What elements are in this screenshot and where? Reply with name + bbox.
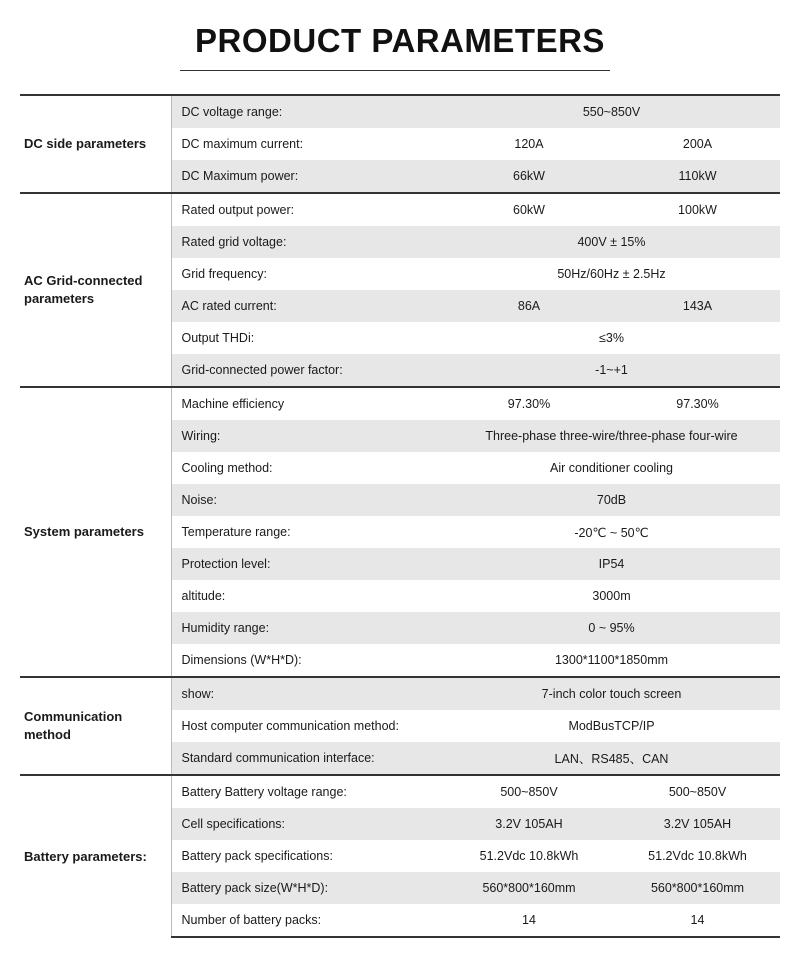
parameter-value: 14 xyxy=(615,904,780,937)
parameter-label: Cooling method: xyxy=(171,452,443,484)
parameter-value: 500~850V xyxy=(615,775,780,808)
parameter-label: Dimensions (W*H*D): xyxy=(171,644,443,677)
table-row xyxy=(20,775,780,808)
group-label: AC Grid-connected parameters xyxy=(20,193,171,387)
parameter-value: 51.2Vdc 10.8kWh xyxy=(443,840,615,872)
parameter-value: 86A xyxy=(443,290,615,322)
parameter-value: 51.2Vdc 10.8kWh xyxy=(615,840,780,872)
parameter-value: 70dB xyxy=(443,484,780,516)
parameter-value: 200A xyxy=(615,128,780,160)
parameter-value: 560*800*160mm xyxy=(443,872,615,904)
parameter-label: Grid frequency: xyxy=(171,258,443,290)
parameter-value: 560*800*160mm xyxy=(615,872,780,904)
parameter-value: 3.2V 105AH xyxy=(615,808,780,840)
parameter-value: Three-phase three-wire/three-phase four-wire xyxy=(443,420,780,452)
parameters-table xyxy=(20,94,780,938)
parameter-label: AC rated current: xyxy=(171,290,443,322)
parameter-value: -1~+1 xyxy=(443,354,780,387)
parameter-value: -20℃ ~ 50℃ xyxy=(443,516,780,548)
parameter-value: ModBusTCP/IP xyxy=(443,710,780,742)
parameter-label: altitude: xyxy=(171,580,443,612)
parameter-value: 3000m xyxy=(443,580,780,612)
parameter-label: show: xyxy=(171,677,443,710)
table-row xyxy=(20,387,780,420)
parameter-value: 550~850V xyxy=(443,95,780,128)
parameter-label: Rated grid voltage: xyxy=(171,226,443,258)
parameter-value: 50Hz/60Hz ± 2.5Hz xyxy=(443,258,780,290)
parameter-label: Output THDi: xyxy=(171,322,443,354)
page-title: PRODUCT PARAMETERS xyxy=(195,22,605,59)
parameter-label: Grid-connected power factor: xyxy=(171,354,443,387)
parameter-label: DC maximum current: xyxy=(171,128,443,160)
parameter-value: ≤3% xyxy=(443,322,780,354)
parameter-label: Machine efficiency xyxy=(171,387,443,420)
parameter-value: 97.30% xyxy=(443,387,615,420)
parameter-value: Air conditioner cooling xyxy=(443,452,780,484)
parameter-value: LAN、RS485、CAN xyxy=(443,742,780,775)
parameter-label: Battery Battery voltage range: xyxy=(171,775,443,808)
parameter-label: Battery pack specifications: xyxy=(171,840,443,872)
parameter-value: IP54 xyxy=(443,548,780,580)
parameter-label: Protection level: xyxy=(171,548,443,580)
parameter-value: 100kW xyxy=(615,193,780,226)
parameter-value: 60kW xyxy=(443,193,615,226)
parameter-label: Rated output power: xyxy=(171,193,443,226)
parameter-value: 1300*1100*1850mm xyxy=(443,644,780,677)
group-label: Communication method xyxy=(20,677,171,775)
table-row xyxy=(20,95,780,128)
parameter-label: Host computer communication method: xyxy=(171,710,443,742)
parameter-value: 14 xyxy=(443,904,615,937)
title-underline xyxy=(180,70,610,71)
group-label: DC side parameters xyxy=(20,95,171,193)
parameter-value: 97.30% xyxy=(615,387,780,420)
group-label: Battery parameters: xyxy=(20,775,171,937)
parameter-label: Number of battery packs: xyxy=(171,904,443,937)
parameter-value: 143A xyxy=(615,290,780,322)
parameter-value: 500~850V xyxy=(443,775,615,808)
parameter-label: Humidity range: xyxy=(171,612,443,644)
parameter-label: Temperature range: xyxy=(171,516,443,548)
table-row xyxy=(20,193,780,226)
parameter-label: Wiring: xyxy=(171,420,443,452)
parameter-label: DC voltage range: xyxy=(171,95,443,128)
parameter-value: 0 ~ 95% xyxy=(443,612,780,644)
parameter-value: 3.2V 105AH xyxy=(443,808,615,840)
parameter-value: 400V ± 15% xyxy=(443,226,780,258)
parameter-label: Noise: xyxy=(171,484,443,516)
parameter-label: Battery pack size(W*H*D): xyxy=(171,872,443,904)
parameter-value: 7-inch color touch screen xyxy=(443,677,780,710)
parameter-value: 110kW xyxy=(615,160,780,193)
parameter-value: 66kW xyxy=(443,160,615,193)
group-label: System parameters xyxy=(20,387,171,677)
parameter-label: Standard communication interface: xyxy=(171,742,443,775)
parameter-value: 120A xyxy=(443,128,615,160)
parameter-label: DC Maximum power: xyxy=(171,160,443,193)
table-row xyxy=(20,677,780,710)
parameter-label: Cell specifications: xyxy=(171,808,443,840)
